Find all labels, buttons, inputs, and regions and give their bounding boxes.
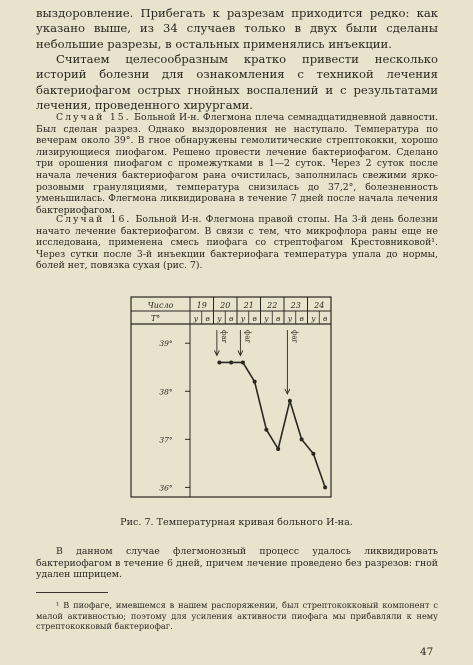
page-number: 47	[420, 646, 434, 658]
temperature-point	[253, 380, 257, 384]
injection-label: фаг	[219, 330, 228, 344]
day-label: 23	[290, 301, 301, 310]
chart-border	[131, 297, 331, 497]
paragraph-purpose: Считаем целесообразным кратко привести несколько историй болезни для ознакомления с техникой лечения бактериофагом острых гнойных воспалений и с результатами лечения, проведенного хирургами.	[36, 52, 438, 112]
temperature-point	[264, 428, 268, 432]
chart-y-ticks	[159, 339, 190, 492]
period-label: у	[217, 314, 222, 323]
day-label: 24	[314, 301, 325, 310]
temperature-point	[288, 399, 292, 403]
period-label: в	[322, 314, 328, 323]
case-15-text: Больной И-н. Флегмона плеча семнадцатидневной давности. Был сделан разрез. Однако выздоровления не наступало. Температура по вечерам около 39°. В гное обнаружены гемолитические стрептококки, хорошо лизирующиеся пиофагом. Решено провести лечение бактериофагом. Сделано три орошения пиофагом с промежутками в 1—2 суток. Через 2 суток после начала лечения бактериофагом рана очистилась, заполнилась свежими ярко-розовыми грануляциями, температура снизилась до 37,2°, болезненность уменьшилась. Флегмона ликвидирована в течение 7 дней после начала лечения бактериофагом.	[36, 112, 438, 216]
period-label: в	[205, 314, 210, 323]
chart-header	[148, 301, 328, 323]
chart-line	[217, 360, 327, 489]
figure-caption: Рис. 7. Температурная кривая больного И-на.	[120, 517, 353, 528]
paragraph-intro: выздоровление. Прибегать к разрезам приходится редко: как указано выше, из 34 случаев только в двух были сделаны небольшие разрезы, в остальных применялись инъекции.	[36, 6, 438, 51]
y-tick-label: 38°	[159, 387, 173, 397]
temperature-line	[219, 362, 325, 487]
temperature-point	[241, 360, 245, 364]
period-label: в	[299, 314, 304, 323]
period-label: у	[240, 314, 246, 323]
temperature-point	[276, 447, 280, 451]
period-label: в	[252, 314, 257, 323]
period-label: у	[264, 314, 269, 323]
case-15-label: Случай 15.	[56, 112, 131, 123]
y-tick-label: 36°	[159, 483, 173, 493]
footnote: ¹ В пиофаге, имевшемся в нашем распоряжении, был стрептококковый компонент с малой активностью; поэтому для усиления активности пиофага мы прибавляли к нему стрептококковый бактериофаг.	[36, 600, 438, 632]
y-tick-label: 39°	[159, 339, 173, 349]
period-label: у	[287, 314, 293, 323]
day-label: 19	[196, 301, 207, 310]
day-label: 21	[243, 301, 254, 310]
chart-frame	[131, 297, 331, 497]
y-tick-label: 37°	[159, 435, 173, 445]
injection-label: фаг	[290, 330, 299, 344]
case-16-text: Больной И-н. Флегмона правой стопы. На 3-й день болезни начато лечение бактериофагом. В связи с тем, что микрофлора раны еще не исследована, применена смесь пиофага со стрептофагом Крестовниковой¹. Через сутки после 3-й инъекции бактериофага температура упала до нормы, болей нет, повязка сухая (рис. 7).	[36, 214, 438, 272]
period-label: в	[228, 314, 234, 323]
temperature-point	[300, 437, 304, 441]
footnote-rule	[36, 592, 108, 593]
chart-temp-label: T°	[150, 314, 161, 323]
paragraph-conclusion: В данном случае флегмонозный процесс удалось ликвидировать бактериофагом в течение 6 дней, причем лечение проведено без разрезов: гной удален шприцем.	[36, 546, 438, 581]
period-label: в	[275, 314, 281, 323]
case-16-label: Случай 16.	[56, 214, 132, 225]
injection-label: фаг	[243, 330, 252, 344]
temperature-point	[217, 360, 221, 364]
period-label: у	[311, 314, 316, 323]
day-label: 20	[220, 301, 231, 310]
chart-header-label: Число	[147, 301, 174, 310]
temperature-point	[229, 360, 233, 364]
temperature-point	[311, 452, 315, 456]
period-label: у	[193, 314, 199, 323]
day-label: 22	[267, 301, 278, 310]
temperature-point	[323, 485, 327, 489]
